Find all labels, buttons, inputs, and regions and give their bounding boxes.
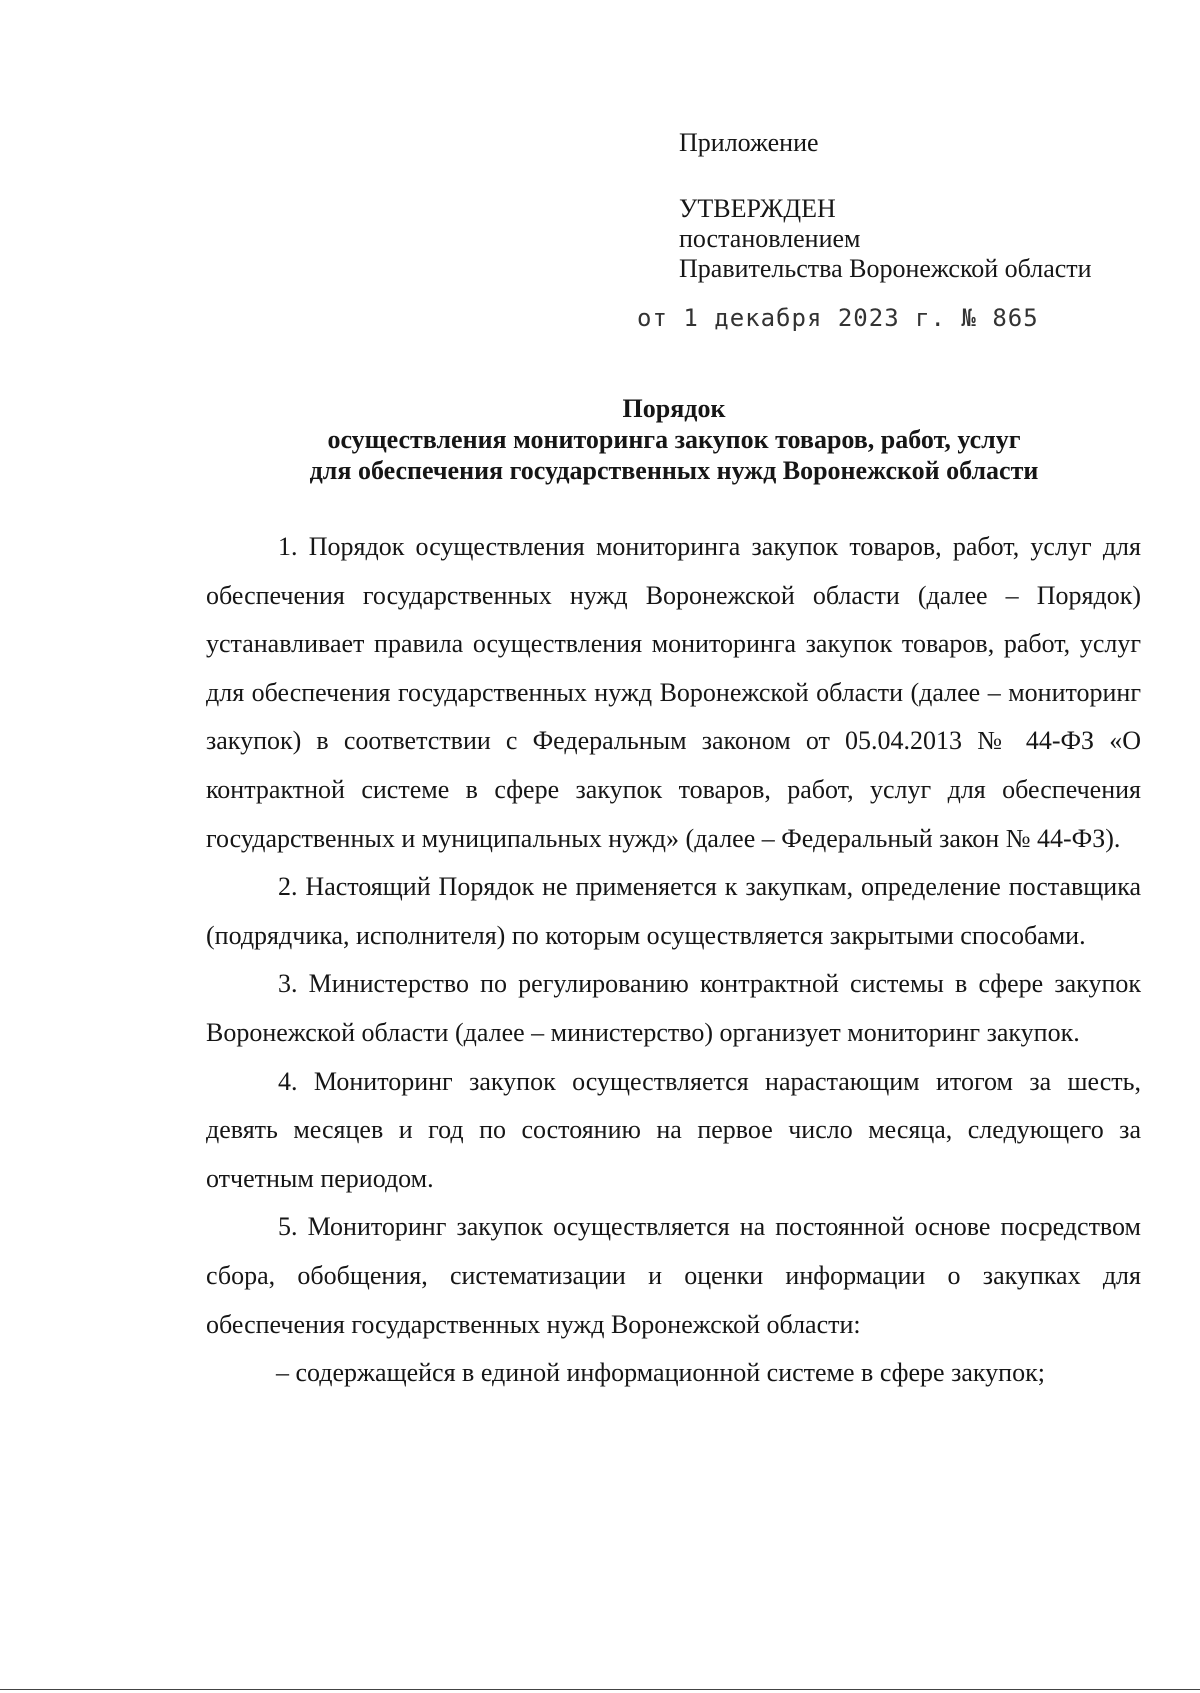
- document-title: [206, 393, 1142, 486]
- approved-label: УТВЕРЖДЕН: [679, 194, 836, 223]
- bottom-scan-edge: [0, 1689, 1200, 1690]
- resolution-label: постановлением: [679, 224, 861, 253]
- paragraph-2: 2. Настоящий Порядок не применяется к закупкам, определение поставщика (подрядчика, исполнителя) по которым осуществляется закрытыми способами.: [206, 872, 1141, 950]
- government-label: Правительства Воронежской области: [679, 254, 1092, 283]
- title-line-1: Порядок: [622, 394, 726, 423]
- document-body: [206, 523, 1141, 1398]
- list-item-1: – содержащейся в единой информационной системе в сфере закупок;: [276, 1358, 1045, 1388]
- title-line-3: для обеспечения государственных нужд Воронежской области: [309, 456, 1039, 485]
- title-line-2: осуществления мониторинга закупок товаров, работ, услуг: [327, 425, 1021, 454]
- paragraph-3: 3. Министерство по регулированию контрактной системы в сфере закупок Воронежской области (далее – министерство) организует мониторинг закупок.: [206, 969, 1141, 1047]
- paragraph-5: 5. Мониторинг закупок осуществляется на постоянной основе посредством сбора, обобщения, систематизации и оценки информации о закупках для обеспечения государственных нужд Воронежской области:: [206, 1212, 1141, 1339]
- paragraph-1: 1. Порядок осуществления мониторинга закупок товаров, работ, услуг для обеспечения государственных нужд Воронежской области (далее – Порядок) устанавливает правила осуществления мониторинга закупок товаров, работ, услуг для обеспечения государственных нужд Воронежской области (далее – мониторинг закупок) в соответствии с Федеральным законом от 05.04.2013 № 44-ФЗ «О контрактной системе в сфере закупок товаров, работ, услуг для обеспечения государственных и муниципальных нужд» (далее – Федеральный закон № 44-ФЗ).: [206, 532, 1141, 853]
- approval-block: [637, 128, 1179, 332]
- appendix-label: Приложение: [679, 128, 819, 157]
- date-number-stamp: от 1 декабря 2023 г. № 865: [637, 304, 1039, 332]
- paragraph-4: 4. Мониторинг закупок осуществляется нарастающим итогом за шесть, девять месяцев и год по состоянию на первое число месяца, следующего за отчетным периодом.: [206, 1066, 1141, 1193]
